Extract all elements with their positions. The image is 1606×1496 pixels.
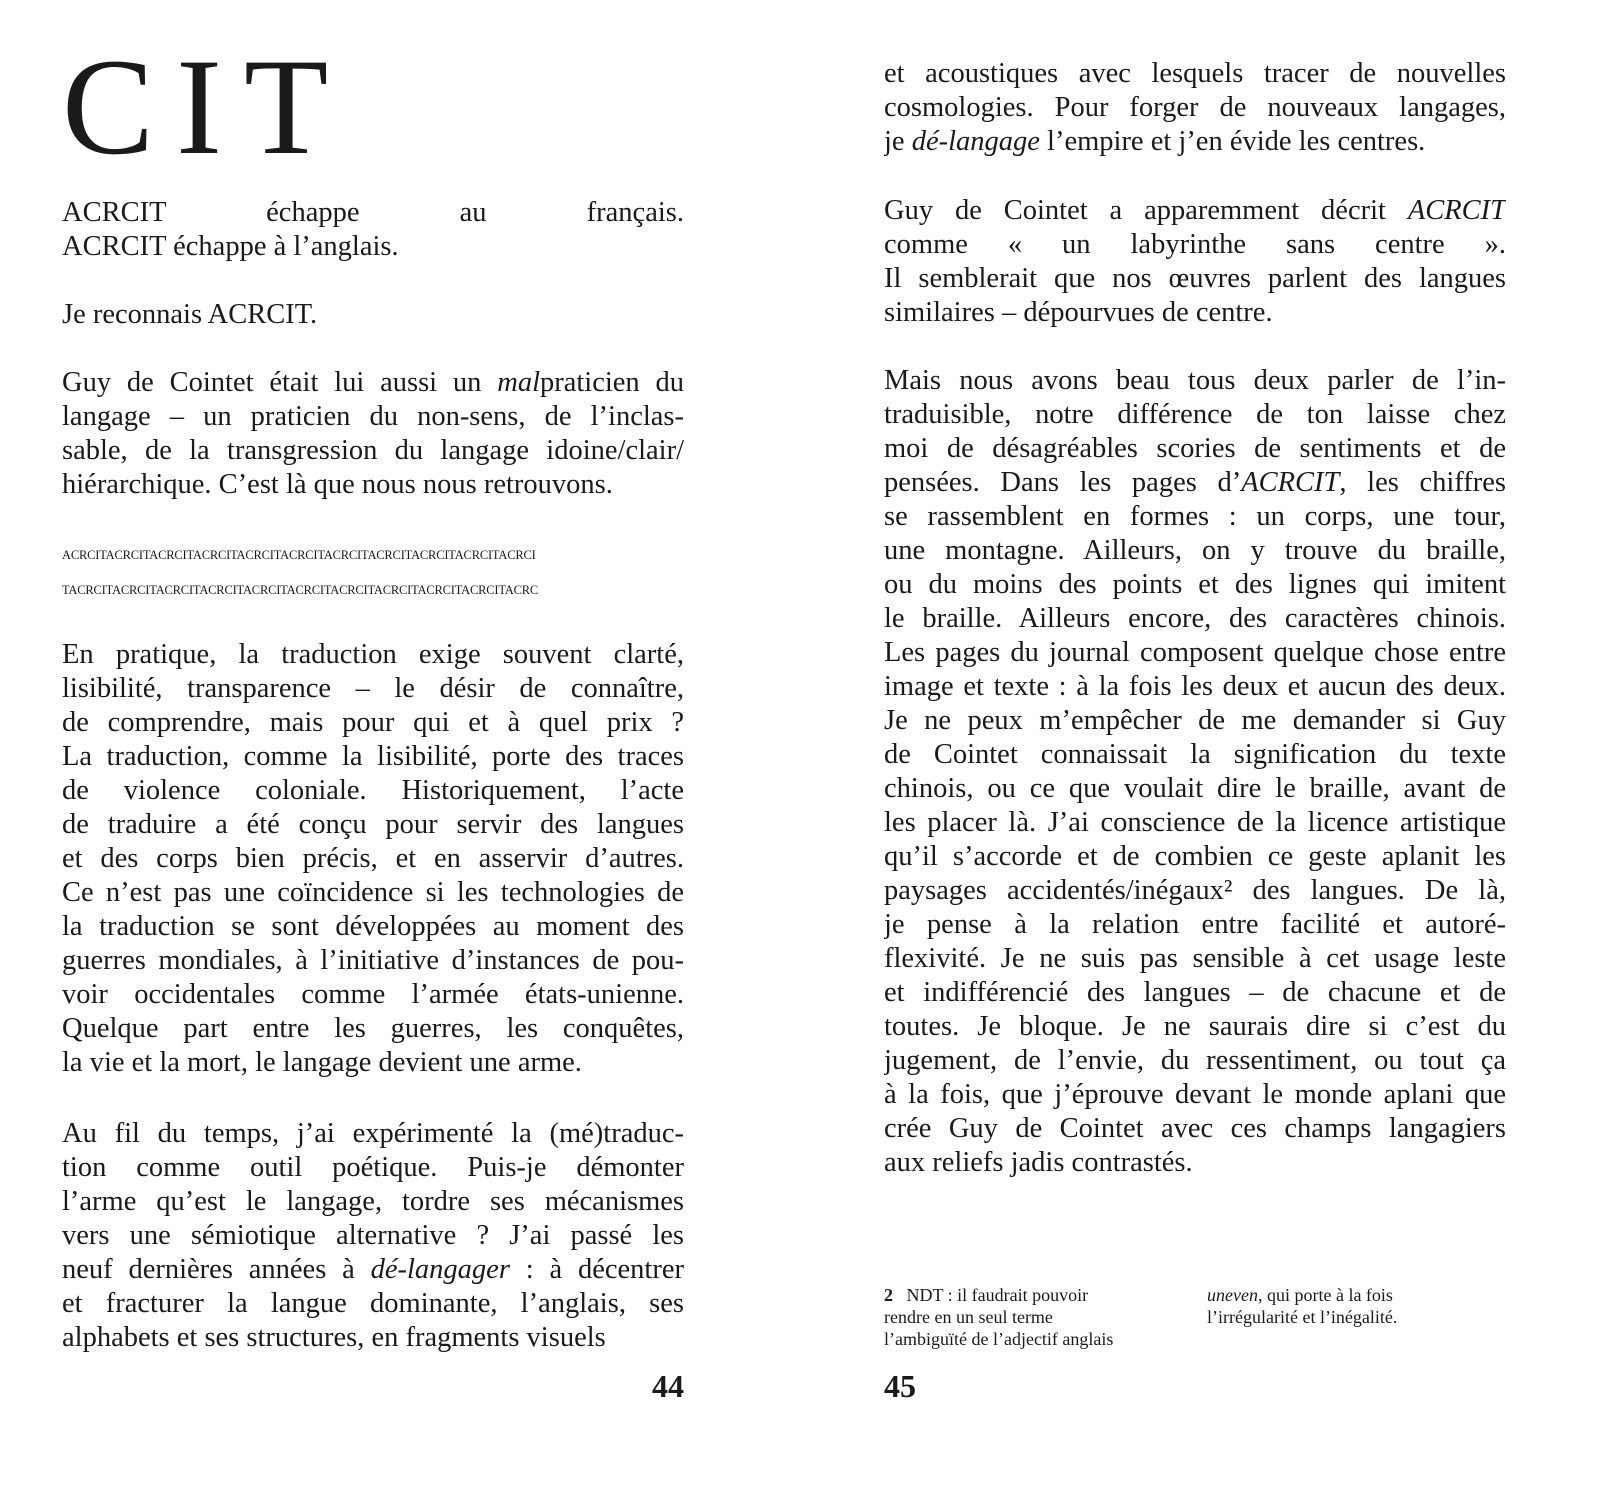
chapter-heading: CIT — [62, 30, 351, 183]
text-line: traduisible, notre différence de ton laisse chez — [884, 399, 1506, 430]
text-segment: , les chiffres — [1339, 467, 1506, 498]
italic-text: dé-langage — [911, 126, 1040, 157]
acrcit-line: ACRCITACRCITACRCITACRCITACRCITACRCITACRCITACRCITACRCITACRCITACRCI — [62, 548, 536, 562]
text-line: une montagne. Ailleurs, on y trouve du braille, — [884, 535, 1506, 566]
text-line: de Cointet connaissait la signification du texte — [884, 739, 1506, 770]
text-line: cosmologies. Pour forger de nouveaux langages, — [884, 92, 1506, 123]
text-line: Mais nous avons beau tous deux parler de l’in- — [884, 365, 1506, 396]
paragraph — [62, 298, 684, 332]
italic-text: ACRCIT — [1407, 195, 1506, 226]
text-line — [884, 194, 1506, 228]
text-line: les placer là. J’ai conscience de la licence artistique — [884, 807, 1506, 838]
text-line: Il semblerait que nos œuvres parlent des langues — [884, 263, 1506, 294]
text-segment: neuf dernières années à — [62, 1254, 371, 1285]
text-line — [62, 1253, 684, 1287]
footnote-text: NDT : il faudrait pouvoir — [906, 1285, 1089, 1305]
text-line: vers une sémiotique alternative ? J’ai passé les — [62, 1220, 684, 1251]
text-line: Je reconnais ACRCIT. — [62, 299, 318, 330]
text-line: ACRCIT échappe à l’anglais. — [62, 231, 399, 262]
text-line: la traduction se sont développées au moment des — [62, 911, 684, 942]
page-number: 44 — [652, 1368, 684, 1404]
text-line: guerres mondiales, à l’initiative d’instances de pou- — [62, 945, 684, 976]
text-line: toutes. Je bloque. Je ne saurais dire si c’est du — [884, 1011, 1506, 1042]
text-line: Je ne peux m’empêcher de me demander si Guy — [884, 705, 1506, 736]
text-line: aux reliefs jadis contrastés. — [884, 1147, 1193, 1178]
text-segment: je — [884, 126, 912, 157]
text-line: jugement, de l’envie, du ressentiment, ou tout ça — [884, 1045, 1506, 1076]
text-line: image et texte : à la fois les deux et aucun des deux. — [884, 671, 1506, 702]
text-line: sable, de la transgression du langage idoine/clair/ — [62, 435, 684, 466]
italic-text: dé-langager — [370, 1254, 510, 1285]
text-line: qu’il s’accorde et de combien ce geste aplanit les — [884, 841, 1506, 872]
text-segment: l’empire et j’en évide les centres. — [1039, 126, 1426, 157]
text-line: hiérarchique. C’est là que nous nous retrouvons. — [62, 469, 613, 500]
text-line: Au fil du temps, j’ai expérimenté la (mé)traduc- — [62, 1118, 684, 1149]
footnote-text: rendre en un seul terme — [884, 1307, 1053, 1327]
paragraph — [62, 366, 684, 502]
page-number: 45 — [884, 1368, 916, 1404]
text-line: flexivité. Je ne suis pas sensible à cet usage leste — [884, 943, 1506, 974]
text-line: Quelque part entre les guerres, les conquêtes, — [62, 1013, 684, 1044]
footnote-column-2 — [1207, 1284, 1397, 1328]
text-line: et acoustiques avec lesquels tracer de nouvelles — [884, 58, 1506, 89]
text-line — [884, 466, 1506, 500]
footnote-number: 2 — [884, 1285, 893, 1305]
text-line: langage – un praticien du non-sens, de l’inclas- — [62, 401, 684, 432]
text-line: voir occidentales comme l’armée états-unienne. — [62, 979, 684, 1010]
footnote-text: l’irrégularité et l’inégalité. — [1207, 1307, 1398, 1327]
paragraph — [884, 194, 1506, 330]
text-line: ACRCIT échappe au français. — [62, 197, 684, 228]
footnote-text: , qui porte à la fois — [1257, 1285, 1393, 1305]
footnote-text: l’ambiguïté de l’adjectif anglais — [884, 1329, 1114, 1349]
text-line: moi de désagréables scories de sentiments et de — [884, 433, 1506, 464]
text-line: crée Guy de Cointet avec ces champs langagiers — [884, 1113, 1506, 1144]
text-segment: praticien du — [539, 367, 684, 398]
text-line: Ce n’est pas une coïncidence si les technologies de — [62, 877, 684, 908]
acrcit-repeated-text — [62, 538, 684, 608]
footnote-column-1 — [884, 1284, 1113, 1350]
paragraph — [62, 196, 684, 264]
paragraph — [62, 1117, 684, 1355]
text-line: et des corps bien précis, et en asservir d’autres. — [62, 843, 684, 874]
text-line: Les pages du journal composent quelque chose entre — [884, 637, 1506, 668]
text-line — [62, 366, 684, 400]
text-line: le braille. Ailleurs encore, des caractères chinois. — [884, 603, 1506, 634]
text-line: similaires – dépourvues de centre. — [884, 297, 1273, 328]
text-line: et fracturer la langue dominante, l’anglais, ses — [62, 1288, 684, 1319]
text-line — [884, 125, 1506, 159]
text-line: comme « un labyrinthe sans centre ». — [884, 229, 1506, 260]
text-line: la vie et la mort, le langage devient une arme. — [62, 1047, 582, 1078]
text-segment: Guy de Cointet a apparemment décrit — [884, 195, 1408, 226]
text-line: chinois, ou ce que voulait dire le braille, avant de — [884, 773, 1506, 804]
paragraph — [62, 638, 684, 1080]
text-line: ou du moins des points et des lignes qui imitent — [884, 569, 1506, 600]
text-segment: Guy de Cointet était lui aussi un — [62, 367, 498, 398]
text-line: paysages accidentés/inégaux² des langues. De là, — [884, 875, 1506, 906]
text-segment: pensées. Dans les pages d’ — [884, 467, 1242, 498]
text-line: La traduction, comme la lisibilité, porte des traces — [62, 741, 684, 772]
paragraph — [884, 57, 1506, 159]
italic-text: mal — [497, 367, 540, 398]
paragraph — [884, 364, 1506, 1180]
acrcit-line: TACRCITACRCITACRCITACRCITACRCITACRCITACRCITACRCITACRCITACRCITACRC — [62, 583, 539, 597]
text-line: de violence coloniale. Historiquement, l’acte — [62, 775, 684, 806]
text-line: et indifférencié des langues – de chacune et de — [884, 977, 1506, 1008]
italic-text: ACRCIT — [1241, 467, 1340, 498]
text-line: de comprendre, mais pour qui et à quel prix ? — [62, 707, 684, 738]
footnote-italic-term: uneven — [1207, 1285, 1258, 1305]
text-line: l’arme qu’est le langage, tordre ses mécanismes — [62, 1186, 684, 1217]
text-line: de traduire a été conçu pour servir des langues — [62, 809, 684, 840]
text-line: à la fois, que j’éprouve devant le monde aplani que — [884, 1079, 1506, 1110]
text-line: je pense à la relation entre facilité et autoré- — [884, 909, 1506, 940]
text-line: tion comme outil poétique. Puis-je démonter — [62, 1152, 684, 1183]
text-line: se rassemblent en formes : un corps, une tour, — [884, 501, 1506, 532]
text-line: alphabets et ses structures, en fragments visuels — [62, 1322, 606, 1353]
text-line: En pratique, la traduction exige souvent clarté, — [62, 639, 684, 670]
text-line: lisibilité, transparence – le désir de connaître, — [62, 673, 684, 704]
text-segment: : à décentrer — [509, 1254, 684, 1285]
